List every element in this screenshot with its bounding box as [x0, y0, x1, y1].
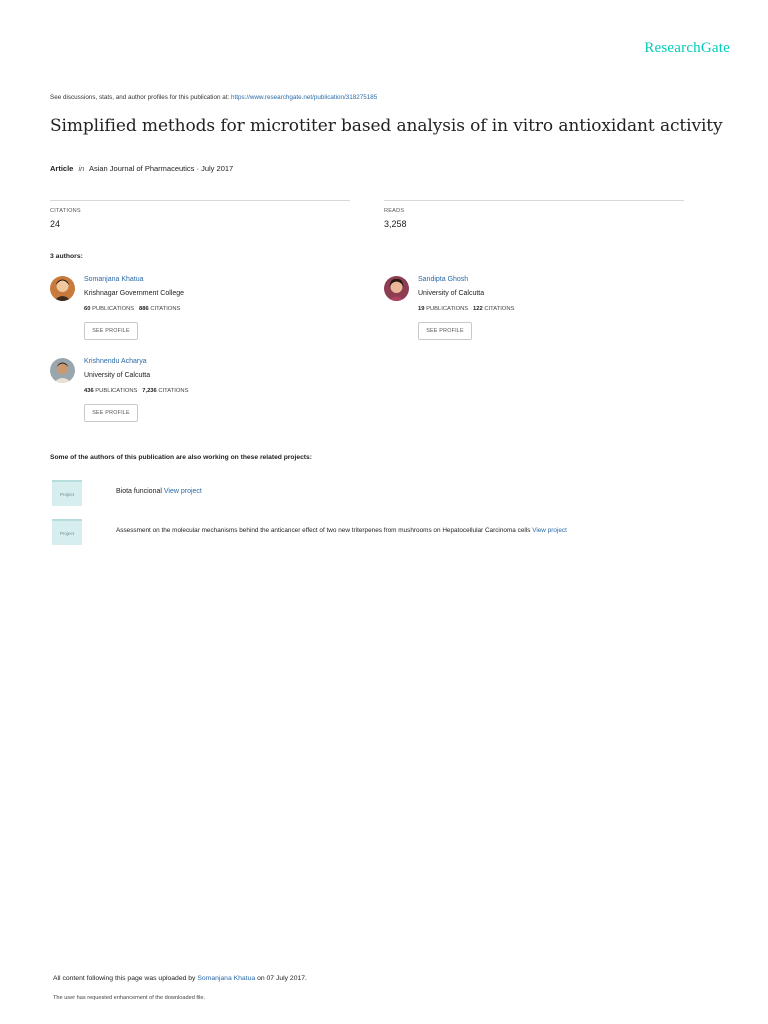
citations-divider [50, 200, 350, 201]
reads-count: 3,258 [384, 219, 407, 229]
project-folder-icon: Project [52, 519, 82, 545]
citations-count: 24 [50, 219, 61, 229]
author-avatar[interactable] [384, 276, 409, 301]
article-meta [50, 164, 233, 173]
author-stats [84, 306, 180, 312]
project-item [116, 488, 202, 495]
citations-count: 886 [139, 306, 149, 312]
author-name-link[interactable]: Krishnendu Acharya [84, 358, 147, 365]
publications-count: 436 [84, 388, 94, 394]
publication-url-link[interactable]: https://www.researchgate.net/publication/318275185 [230, 94, 378, 101]
citations-label: CITATIONS [150, 306, 181, 312]
citations-count: 122 [473, 306, 483, 312]
publications-label: PUBLICATIONS [426, 306, 469, 312]
enhancement-note: The user has requested enhancement of the downloaded file. [53, 995, 206, 1001]
author-stats [418, 306, 514, 312]
citations-label: CITATIONS [158, 388, 189, 394]
project-item [116, 527, 567, 534]
citations-count: 7,236 [142, 388, 157, 394]
see-profile-button[interactable]: SEE PROFILE [84, 322, 138, 340]
researchgate-logo[interactable]: ResearchGate [644, 40, 730, 56]
publications-count: 19 [418, 306, 425, 312]
authors-heading: 3 authors: [50, 253, 83, 260]
notice-text: See discussions, stats, and author profiles for this publication at: [50, 94, 230, 101]
project-title: Biota funcional [116, 488, 162, 495]
author-name-link[interactable]: Sandipta Ghosh [418, 276, 469, 283]
article-in: in [78, 164, 85, 173]
publications-count: 60 [84, 306, 91, 312]
author-avatar[interactable] [50, 358, 75, 383]
author-affiliation: University of Calcutta [84, 372, 151, 379]
publications-label: PUBLICATIONS [95, 388, 138, 394]
project-folder-icon: Project [52, 480, 82, 506]
citations-label: CITATIONS [50, 208, 81, 214]
publication-title: Simplified methods for microtiter based analysis of in vitro antioxidant activity [50, 116, 723, 136]
author-stats [84, 388, 188, 394]
discussion-notice [50, 94, 377, 101]
journal-name: Asian Journal of Pharmaceutics [88, 164, 195, 173]
reads-divider [384, 200, 684, 201]
citations-label: CITATIONS [484, 306, 515, 312]
upload-suffix: on 07 July 2017. [257, 975, 307, 982]
publications-label: PUBLICATIONS [92, 306, 135, 312]
see-profile-button[interactable]: SEE PROFILE [418, 322, 472, 340]
upload-prefix: All content following this page was uploaded by [53, 975, 196, 982]
reads-label: READS [384, 208, 405, 214]
article-type: Article [50, 164, 74, 173]
publication-date: · July 2017 [196, 164, 234, 173]
author-name-link[interactable]: Somanjana Khatua [84, 276, 144, 283]
project-title: Assessment on the molecular mechanisms behind the anticancer effect of two new triterpenes from mushrooms on Hepatocellular Carcinoma cells [116, 527, 531, 534]
related-projects-heading: Some of the authors of this publication are also working on these related projects: [50, 454, 312, 461]
view-project-link[interactable]: View project [532, 527, 567, 534]
uploader-link[interactable]: Somanjana Khatua [197, 975, 256, 982]
author-affiliation: Krishnagar Government College [84, 290, 184, 297]
avatar-photo-icon [50, 276, 75, 301]
view-project-link[interactable]: View project [163, 488, 202, 495]
author-affiliation: University of Calcutta [418, 290, 485, 297]
see-profile-button[interactable]: SEE PROFILE [84, 404, 138, 422]
upload-notice [53, 975, 307, 982]
avatar-photo-icon [50, 358, 75, 383]
author-avatar[interactable] [50, 276, 75, 301]
avatar-photo-icon [384, 276, 409, 301]
